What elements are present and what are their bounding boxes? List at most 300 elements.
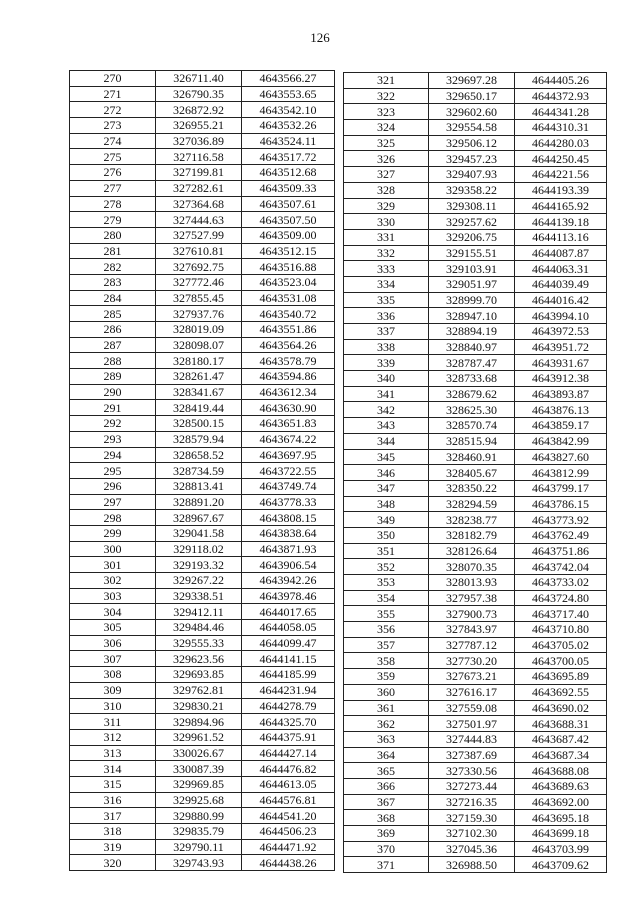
point-number-cell: 356 [344, 622, 429, 638]
table-row [344, 512, 607, 528]
point-number-cell: 299 [70, 525, 156, 541]
y-coordinate-cell: 4644310.31 [515, 120, 607, 136]
point-number-cell: 361 [344, 700, 429, 716]
point-number-cell: 310 [70, 698, 156, 714]
point-number-cell: 322 [344, 88, 429, 104]
point-number-cell: 335 [344, 292, 429, 308]
point-number-cell: 289 [70, 369, 156, 385]
y-coordinate-cell: 4643692.00 [515, 794, 607, 810]
y-coordinate-cell: 4643710.80 [515, 622, 607, 638]
point-number-cell: 283 [70, 274, 156, 290]
y-coordinate-cell: 4644278.79 [242, 698, 335, 714]
y-coordinate-cell: 4643912.38 [515, 371, 607, 387]
point-number-cell: 357 [344, 637, 429, 653]
x-coordinate-cell: 329830.21 [156, 698, 242, 714]
x-coordinate-cell: 329762.81 [156, 682, 242, 698]
table-row [344, 606, 607, 622]
table-row [70, 180, 335, 196]
x-coordinate-cell: 330026.67 [156, 745, 242, 761]
y-coordinate-cell: 4643695.89 [515, 669, 607, 685]
x-coordinate-cell: 328405.67 [429, 465, 515, 481]
point-number-cell: 306 [70, 635, 156, 651]
x-coordinate-cell: 328419.44 [156, 400, 242, 416]
y-coordinate-cell: 4644087.87 [515, 245, 607, 261]
table-row [70, 212, 335, 228]
point-number-cell: 315 [70, 776, 156, 792]
table-row [344, 73, 607, 89]
x-coordinate-cell: 328350.22 [429, 480, 515, 496]
x-coordinate-cell: 327900.73 [429, 606, 515, 622]
x-coordinate-cell: 329118.02 [156, 541, 242, 557]
point-number-cell: 318 [70, 824, 156, 840]
point-number-cell: 347 [344, 480, 429, 496]
y-coordinate-cell: 4643951.72 [515, 339, 607, 355]
table-row [70, 525, 335, 541]
table-row [344, 559, 607, 575]
point-number-cell: 314 [70, 761, 156, 777]
y-coordinate-cell: 4643751.86 [515, 543, 607, 559]
table-row [70, 839, 335, 855]
x-coordinate-cell: 328734.59 [156, 463, 242, 479]
table-row [70, 729, 335, 745]
y-coordinate-cell: 4643509.00 [242, 227, 335, 243]
x-coordinate-cell: 327772.46 [156, 274, 242, 290]
point-number-cell: 278 [70, 196, 156, 212]
point-number-cell: 297 [70, 494, 156, 510]
y-coordinate-cell: 4643551.86 [242, 322, 335, 338]
y-coordinate-cell: 4643690.02 [515, 700, 607, 716]
y-coordinate-cell: 4643531.08 [242, 290, 335, 306]
table-row [344, 339, 607, 355]
y-coordinate-cell: 4643799.17 [515, 480, 607, 496]
x-coordinate-cell: 329358.22 [429, 182, 515, 198]
x-coordinate-cell: 326711.40 [156, 71, 242, 87]
point-number-cell: 369 [344, 826, 429, 842]
x-coordinate-cell: 329267.22 [156, 573, 242, 589]
point-number-cell: 323 [344, 104, 429, 120]
y-coordinate-cell: 4644113.16 [515, 229, 607, 245]
x-coordinate-cell: 328098.07 [156, 337, 242, 353]
point-number-cell: 321 [344, 73, 429, 89]
y-coordinate-cell: 4643594.86 [242, 369, 335, 385]
y-coordinate-cell: 4643838.64 [242, 525, 335, 541]
table-row [344, 402, 607, 418]
point-number-cell: 313 [70, 745, 156, 761]
y-coordinate-cell: 4643893.87 [515, 386, 607, 402]
x-coordinate-cell: 327610.81 [156, 243, 242, 259]
point-number-cell: 334 [344, 276, 429, 292]
x-coordinate-cell: 328070.35 [429, 559, 515, 575]
y-coordinate-cell: 4643717.40 [515, 606, 607, 622]
y-coordinate-cell: 4644506.23 [242, 824, 335, 840]
y-coordinate-cell: 4643517.72 [242, 149, 335, 165]
x-coordinate-cell: 329051.97 [429, 276, 515, 292]
table-row [344, 794, 607, 810]
table-row [70, 541, 335, 557]
table-row [344, 480, 607, 496]
table-row [70, 290, 335, 306]
x-coordinate-cell: 329697.28 [429, 73, 515, 89]
y-coordinate-cell: 4643689.63 [515, 778, 607, 794]
table-row [344, 810, 607, 826]
y-coordinate-cell: 4643674.22 [242, 431, 335, 447]
x-coordinate-cell: 327199.81 [156, 165, 242, 181]
x-coordinate-cell: 328341.67 [156, 384, 242, 400]
point-number-cell: 367 [344, 794, 429, 810]
table-row [70, 667, 335, 683]
y-coordinate-cell: 4643697.95 [242, 447, 335, 463]
point-number-cell: 303 [70, 588, 156, 604]
x-coordinate-cell: 329407.93 [429, 167, 515, 183]
table-row [70, 824, 335, 840]
table-row [344, 653, 607, 669]
x-coordinate-cell: 328019.09 [156, 322, 242, 338]
table-row [344, 245, 607, 261]
table-row [344, 449, 607, 465]
point-number-cell: 342 [344, 402, 429, 418]
point-number-cell: 352 [344, 559, 429, 575]
table-row [70, 635, 335, 651]
point-number-cell: 275 [70, 149, 156, 165]
x-coordinate-cell: 329880.99 [156, 808, 242, 824]
point-number-cell: 302 [70, 573, 156, 589]
x-coordinate-cell: 329041.58 [156, 525, 242, 541]
y-coordinate-cell: 4644058.05 [242, 620, 335, 636]
x-coordinate-cell: 329693.85 [156, 667, 242, 683]
table-row [344, 167, 607, 183]
point-number-cell: 273 [70, 118, 156, 134]
y-coordinate-cell: 4643942.26 [242, 573, 335, 589]
point-number-cell: 294 [70, 447, 156, 463]
point-number-cell: 300 [70, 541, 156, 557]
point-number-cell: 308 [70, 667, 156, 683]
point-number-cell: 271 [70, 86, 156, 102]
point-number-cell: 284 [70, 290, 156, 306]
point-number-cell: 348 [344, 496, 429, 512]
y-coordinate-cell: 4644250.45 [515, 151, 607, 167]
y-coordinate-cell: 4643512.68 [242, 165, 335, 181]
x-coordinate-cell: 327216.35 [429, 794, 515, 810]
y-coordinate-cell: 4644325.70 [242, 714, 335, 730]
y-coordinate-cell: 4643507.61 [242, 196, 335, 212]
point-number-cell: 360 [344, 684, 429, 700]
x-coordinate-cell: 329743.93 [156, 855, 242, 871]
point-number-cell: 286 [70, 322, 156, 338]
point-number-cell: 293 [70, 431, 156, 447]
y-coordinate-cell: 4643630.90 [242, 400, 335, 416]
table-row [344, 182, 607, 198]
point-number-cell: 328 [344, 182, 429, 198]
point-number-cell: 312 [70, 729, 156, 745]
y-coordinate-cell: 4643762.49 [515, 527, 607, 543]
x-coordinate-cell: 329650.17 [429, 88, 515, 104]
y-coordinate-cell: 4644185.99 [242, 667, 335, 683]
table-row [344, 575, 607, 591]
y-coordinate-cell: 4643612.34 [242, 384, 335, 400]
point-number-cell: 368 [344, 810, 429, 826]
table-row [344, 229, 607, 245]
table-row [70, 447, 335, 463]
y-coordinate-cell: 4644280.03 [515, 135, 607, 151]
y-coordinate-cell: 4643778.33 [242, 494, 335, 510]
x-coordinate-cell: 328570.74 [429, 418, 515, 434]
table-row [344, 371, 607, 387]
x-coordinate-cell: 328891.20 [156, 494, 242, 510]
x-coordinate-cell: 328261.47 [156, 369, 242, 385]
table-row [70, 227, 335, 243]
table-row [70, 463, 335, 479]
point-number-cell: 364 [344, 747, 429, 763]
x-coordinate-cell: 328460.91 [429, 449, 515, 465]
y-coordinate-cell: 4644139.18 [515, 214, 607, 230]
x-coordinate-cell: 328999.70 [429, 292, 515, 308]
table-row [70, 745, 335, 761]
table-row [70, 776, 335, 792]
y-coordinate-cell: 4643808.15 [242, 510, 335, 526]
coordinate-table-left [69, 70, 335, 871]
table-row [70, 855, 335, 871]
y-coordinate-cell: 4644063.31 [515, 261, 607, 277]
point-number-cell: 343 [344, 418, 429, 434]
point-number-cell: 272 [70, 102, 156, 118]
table-row [344, 104, 607, 120]
table-row [70, 761, 335, 777]
y-coordinate-cell: 4643705.02 [515, 637, 607, 653]
x-coordinate-cell: 327036.89 [156, 133, 242, 149]
y-coordinate-cell: 4644427.14 [242, 745, 335, 761]
x-coordinate-cell: 328500.15 [156, 416, 242, 432]
y-coordinate-cell: 4643972.53 [515, 324, 607, 340]
point-number-cell: 311 [70, 714, 156, 730]
point-number-cell: 338 [344, 339, 429, 355]
y-coordinate-cell: 4644099.47 [242, 635, 335, 651]
y-coordinate-cell: 4643687.34 [515, 747, 607, 763]
point-number-cell: 320 [70, 855, 156, 871]
x-coordinate-cell: 328813.41 [156, 478, 242, 494]
y-coordinate-cell: 4643749.74 [242, 478, 335, 494]
x-coordinate-cell: 328013.93 [429, 575, 515, 591]
table-row [70, 86, 335, 102]
y-coordinate-cell: 4643578.79 [242, 353, 335, 369]
point-number-cell: 354 [344, 590, 429, 606]
table-row [344, 151, 607, 167]
x-coordinate-cell: 329555.33 [156, 635, 242, 651]
y-coordinate-cell: 4643703.99 [515, 841, 607, 857]
table-row [70, 431, 335, 447]
x-coordinate-cell: 327387.69 [429, 747, 515, 763]
y-coordinate-cell: 4644165.92 [515, 198, 607, 214]
table-row [344, 637, 607, 653]
table-row [344, 214, 607, 230]
point-number-cell: 277 [70, 180, 156, 196]
y-coordinate-cell: 4644438.26 [242, 855, 335, 871]
x-coordinate-cell: 327527.99 [156, 227, 242, 243]
x-coordinate-cell: 328658.52 [156, 447, 242, 463]
table-row [70, 274, 335, 290]
point-number-cell: 339 [344, 355, 429, 371]
table-row [70, 620, 335, 636]
table-row [344, 841, 607, 857]
x-coordinate-cell: 326955.21 [156, 118, 242, 134]
table-row [344, 465, 607, 481]
point-number-cell: 304 [70, 604, 156, 620]
table-row [344, 276, 607, 292]
y-coordinate-cell: 4643540.72 [242, 306, 335, 322]
x-coordinate-cell: 329257.62 [429, 214, 515, 230]
y-coordinate-cell: 4643978.46 [242, 588, 335, 604]
point-number-cell: 290 [70, 384, 156, 400]
x-coordinate-cell: 328947.10 [429, 308, 515, 324]
x-coordinate-cell: 326790.35 [156, 86, 242, 102]
x-coordinate-cell: 327364.68 [156, 196, 242, 212]
x-coordinate-cell: 329484.46 [156, 620, 242, 636]
x-coordinate-cell: 326872.92 [156, 102, 242, 118]
x-coordinate-cell: 329206.75 [429, 229, 515, 245]
x-coordinate-cell: 328840.97 [429, 339, 515, 355]
y-coordinate-cell: 4643524.11 [242, 133, 335, 149]
point-number-cell: 370 [344, 841, 429, 857]
table-row [344, 386, 607, 402]
y-coordinate-cell: 4644017.65 [242, 604, 335, 620]
point-number-cell: 279 [70, 212, 156, 228]
point-number-cell: 280 [70, 227, 156, 243]
x-coordinate-cell: 328515.94 [429, 433, 515, 449]
y-coordinate-cell: 4643876.13 [515, 402, 607, 418]
x-coordinate-cell: 329925.68 [156, 792, 242, 808]
table-row [344, 763, 607, 779]
table-row [344, 308, 607, 324]
y-coordinate-cell: 4644039.49 [515, 276, 607, 292]
x-coordinate-cell: 328625.30 [429, 402, 515, 418]
point-number-cell: 270 [70, 71, 156, 87]
table-row [344, 527, 607, 543]
table-row [70, 384, 335, 400]
y-coordinate-cell: 4643906.54 [242, 557, 335, 573]
y-coordinate-cell: 4643509.33 [242, 180, 335, 196]
point-number-cell: 340 [344, 371, 429, 387]
table-row [70, 337, 335, 353]
point-number-cell: 298 [70, 510, 156, 526]
table-row [70, 243, 335, 259]
x-coordinate-cell: 327273.44 [429, 778, 515, 794]
point-number-cell: 316 [70, 792, 156, 808]
table-row [344, 826, 607, 842]
y-coordinate-cell: 4643931.67 [515, 355, 607, 371]
y-coordinate-cell: 4643994.10 [515, 308, 607, 324]
x-coordinate-cell: 329602.60 [429, 104, 515, 120]
coordinate-table-right [343, 72, 607, 873]
point-number-cell: 341 [344, 386, 429, 402]
point-number-cell: 307 [70, 651, 156, 667]
x-coordinate-cell: 327102.30 [429, 826, 515, 842]
y-coordinate-cell: 4644613.05 [242, 776, 335, 792]
point-number-cell: 317 [70, 808, 156, 824]
table-row [70, 557, 335, 573]
table-row [344, 778, 607, 794]
table-row [70, 808, 335, 824]
point-number-cell: 295 [70, 463, 156, 479]
y-coordinate-cell: 4643827.60 [515, 449, 607, 465]
point-number-cell: 351 [344, 543, 429, 559]
x-coordinate-cell: 329338.51 [156, 588, 242, 604]
y-coordinate-cell: 4644231.94 [242, 682, 335, 698]
y-coordinate-cell: 4643742.04 [515, 559, 607, 575]
point-number-cell: 285 [70, 306, 156, 322]
table-row [344, 120, 607, 136]
y-coordinate-cell: 4643512.15 [242, 243, 335, 259]
table-row [344, 543, 607, 559]
y-coordinate-cell: 4644471.92 [242, 839, 335, 855]
x-coordinate-cell: 328294.59 [429, 496, 515, 512]
y-coordinate-cell: 4643507.50 [242, 212, 335, 228]
y-coordinate-cell: 4643695.18 [515, 810, 607, 826]
x-coordinate-cell: 328787.47 [429, 355, 515, 371]
point-number-cell: 305 [70, 620, 156, 636]
table-row [70, 682, 335, 698]
x-coordinate-cell: 327692.75 [156, 259, 242, 275]
x-coordinate-cell: 327855.45 [156, 290, 242, 306]
table-row [70, 149, 335, 165]
table-row [70, 71, 335, 87]
point-number-cell: 274 [70, 133, 156, 149]
point-number-cell: 344 [344, 433, 429, 449]
x-coordinate-cell: 329894.96 [156, 714, 242, 730]
y-coordinate-cell: 4644193.39 [515, 182, 607, 198]
x-coordinate-cell: 328180.17 [156, 353, 242, 369]
table-row [70, 369, 335, 385]
point-number-cell: 358 [344, 653, 429, 669]
table-row [70, 259, 335, 275]
y-coordinate-cell: 4643566.27 [242, 71, 335, 87]
x-coordinate-cell: 329412.11 [156, 604, 242, 620]
point-number-cell: 281 [70, 243, 156, 259]
table-row [70, 510, 335, 526]
table-row [70, 573, 335, 589]
point-number-cell: 355 [344, 606, 429, 622]
point-number-cell: 288 [70, 353, 156, 369]
y-coordinate-cell: 4643722.55 [242, 463, 335, 479]
x-coordinate-cell: 328182.79 [429, 527, 515, 543]
point-number-cell: 353 [344, 575, 429, 591]
table-row [70, 792, 335, 808]
table-row [344, 88, 607, 104]
x-coordinate-cell: 327559.08 [429, 700, 515, 716]
table-row [70, 196, 335, 212]
x-coordinate-cell: 329506.12 [429, 135, 515, 151]
x-coordinate-cell: 328238.77 [429, 512, 515, 528]
table-row [70, 714, 335, 730]
x-coordinate-cell: 329969.85 [156, 776, 242, 792]
point-number-cell: 296 [70, 478, 156, 494]
table-row [344, 198, 607, 214]
point-number-cell: 336 [344, 308, 429, 324]
table-row [70, 478, 335, 494]
x-coordinate-cell: 329193.32 [156, 557, 242, 573]
point-number-cell: 365 [344, 763, 429, 779]
x-coordinate-cell: 329835.79 [156, 824, 242, 840]
point-number-cell: 326 [344, 151, 429, 167]
x-coordinate-cell: 329103.91 [429, 261, 515, 277]
y-coordinate-cell: 4643532.26 [242, 118, 335, 134]
table-row [344, 324, 607, 340]
point-number-cell: 329 [344, 198, 429, 214]
point-number-cell: 346 [344, 465, 429, 481]
y-coordinate-cell: 4643773.92 [515, 512, 607, 528]
table-row [70, 165, 335, 181]
table-row [70, 604, 335, 620]
y-coordinate-cell: 4643842.99 [515, 433, 607, 449]
y-coordinate-cell: 4644016.42 [515, 292, 607, 308]
